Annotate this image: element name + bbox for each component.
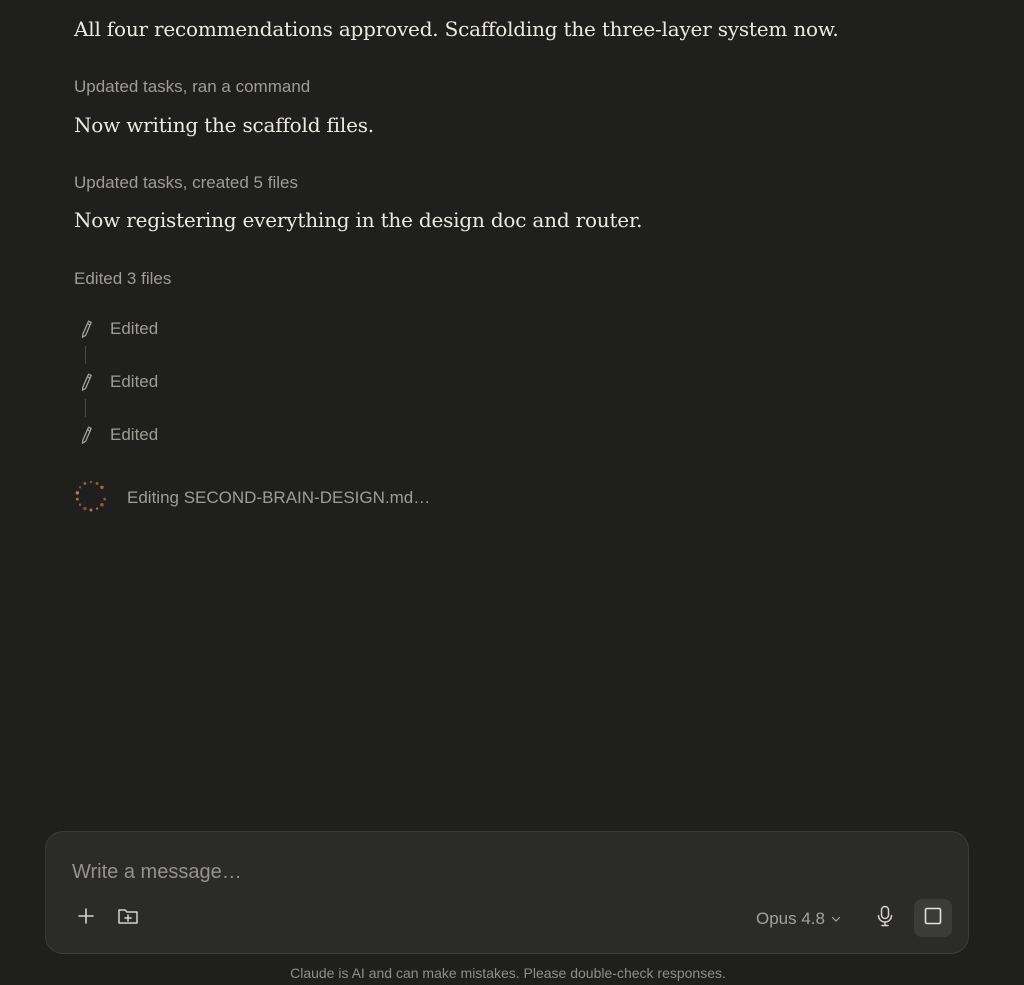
add-button[interactable] [68, 900, 104, 936]
edit-entry[interactable] [74, 423, 158, 447]
chevron-down-icon [831, 915, 841, 923]
voice-input-button[interactable] [867, 900, 903, 936]
stop-button[interactable] [914, 899, 952, 937]
edit-entry-label: Edited [110, 319, 159, 338]
plus-icon [77, 907, 95, 930]
microphone-icon [876, 905, 894, 932]
assistant-message: All four recommendations approved. Scaffolding the three-layer system now. [74, 17, 839, 41]
message-input[interactable] [70, 856, 934, 888]
spinner-icon [74, 479, 108, 518]
activity-summary[interactable]: Updated tasks, created 5 files [74, 173, 298, 192]
edit-entry-label: Edited [110, 425, 159, 444]
spinner-dot [76, 491, 79, 494]
pencil-icon [74, 423, 98, 447]
stop-icon [924, 907, 942, 930]
in-progress-label: Editing SECOND-BRAIN-DESIGN.md… [127, 488, 431, 507]
spinner-dot [79, 486, 81, 488]
model-selector[interactable] [756, 904, 841, 934]
activity-summary[interactable]: Edited 3 files [74, 269, 172, 288]
spinner-dot [83, 506, 86, 509]
timeline-connector [85, 399, 86, 417]
spinner-dot [100, 485, 103, 488]
spinner-dot [96, 507, 98, 509]
spinner-dot [103, 497, 106, 500]
spinner-dot [96, 481, 99, 484]
activity-summary[interactable]: Updated tasks, ran a command [74, 77, 311, 96]
assistant-message: Now writing the scaffold files. [74, 113, 374, 137]
message-composer [45, 831, 969, 954]
edit-entry[interactable] [74, 370, 158, 394]
pencil-icon [74, 317, 98, 341]
spinner-dot [83, 481, 86, 484]
spinner-dot [76, 497, 79, 500]
edit-entry-label: Edited [110, 372, 159, 391]
add-folder-icon [117, 906, 139, 931]
add-folder-button[interactable] [110, 900, 146, 936]
spinner-dot [90, 480, 92, 482]
spinner-dot [90, 508, 93, 511]
assistant-message: Now registering everything in the design doc and router. [74, 208, 643, 232]
in-progress-status [74, 481, 430, 515]
timeline-connector [85, 346, 86, 364]
edit-entry[interactable] [74, 317, 158, 341]
spinner-dot [79, 503, 81, 505]
spinner-dot [100, 503, 103, 506]
model-selector-label: Opus 4.8 [756, 909, 825, 928]
pencil-icon [74, 370, 98, 394]
disclaimer: Claude is AI and can make mistakes. Please double-check responses. [290, 965, 726, 981]
